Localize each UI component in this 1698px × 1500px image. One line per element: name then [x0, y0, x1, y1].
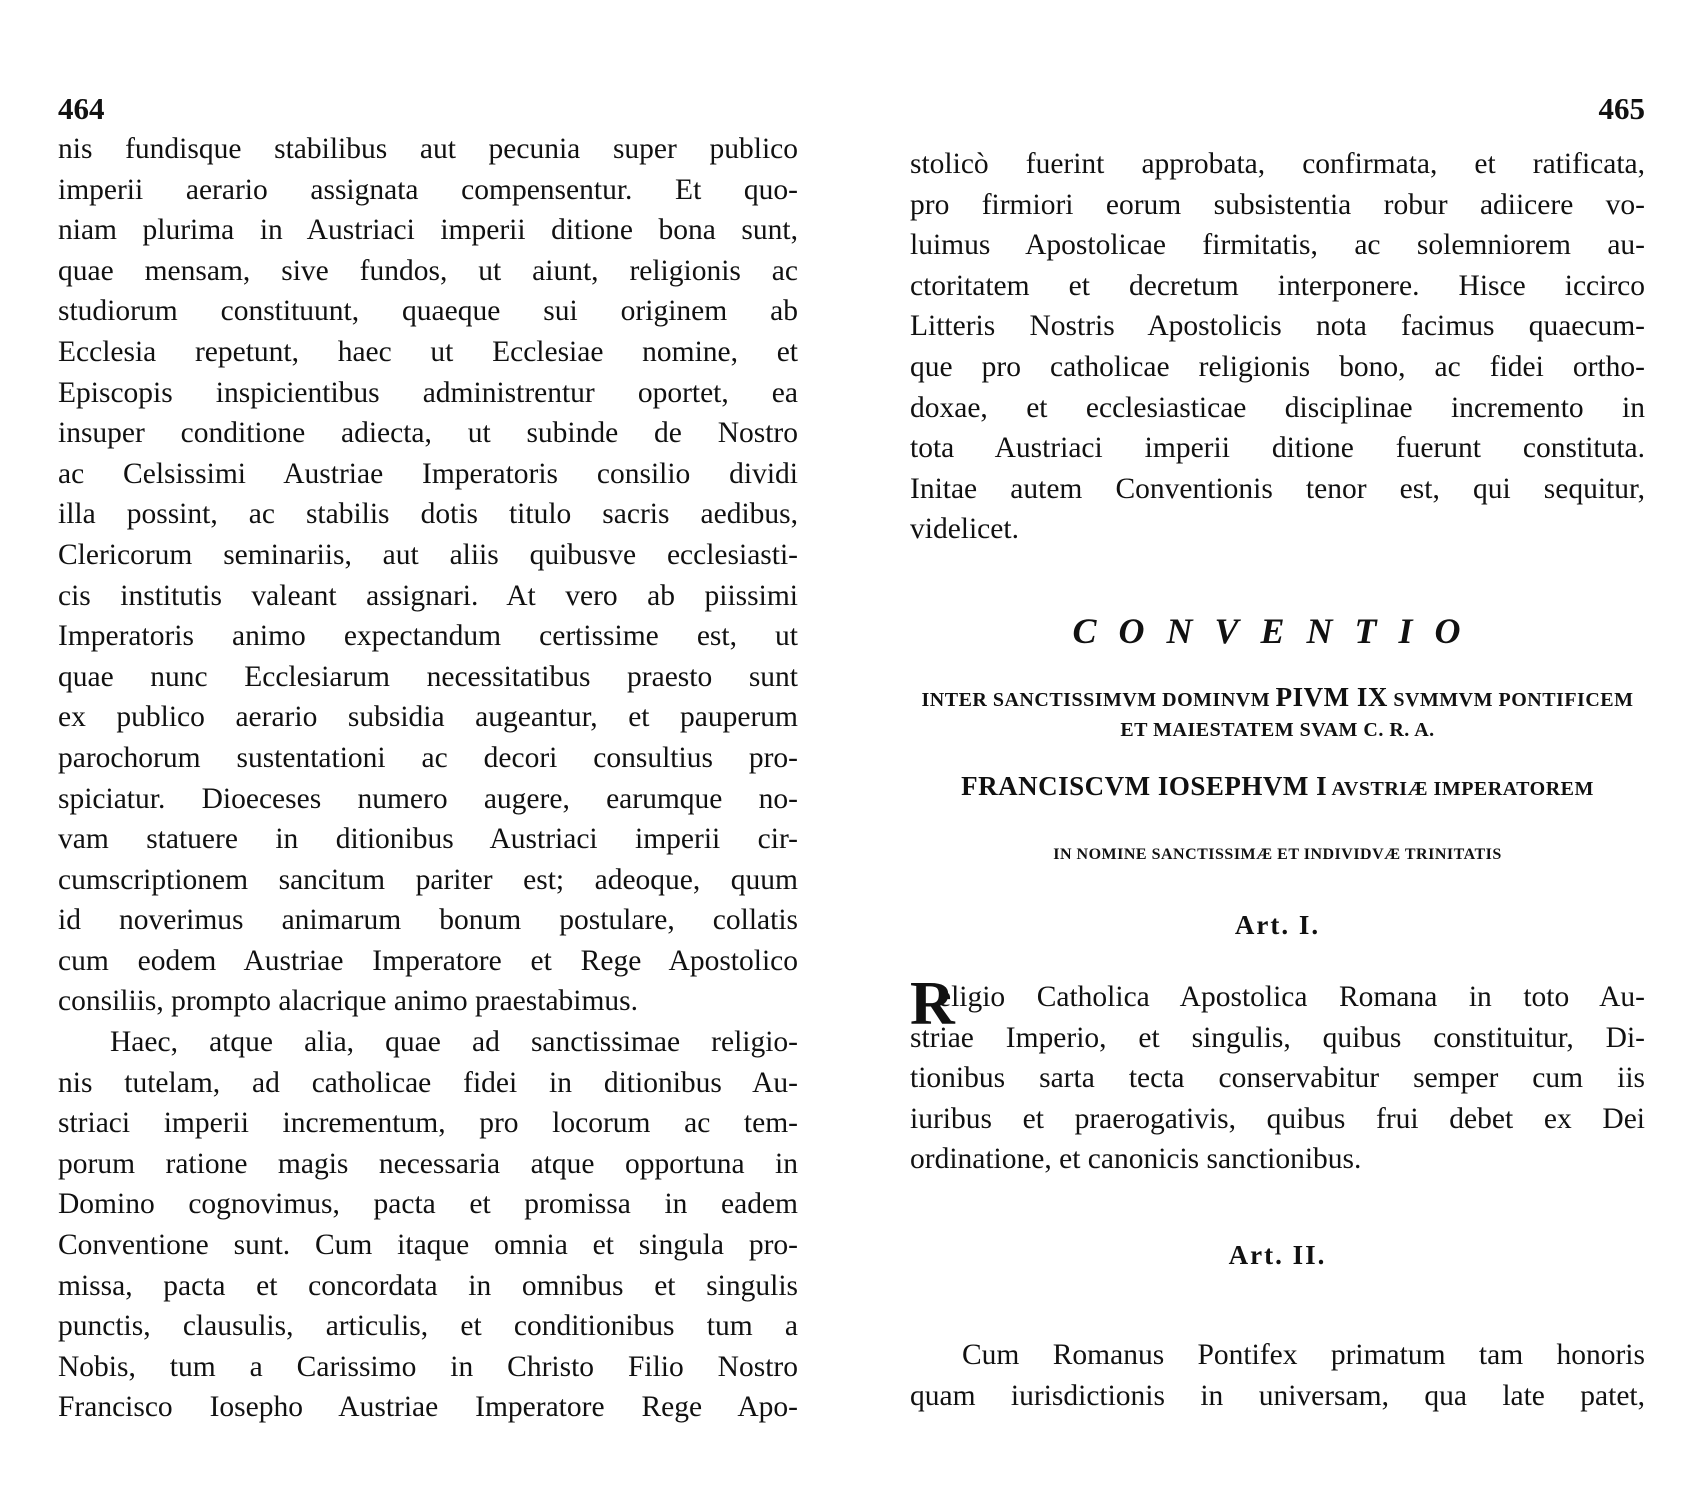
text-line: missa, pacta et concordata in omnibus et singulis [58, 1269, 798, 1302]
emperor-name: FRANCISCVM IOSEPHVM I [961, 770, 1328, 801]
text-line: cis institutis valeant assignari. At vero ab piissimi [58, 579, 798, 612]
body-text [58, 129, 798, 1428]
text-line: imperii aerario assignata compensentur. Et quo- [58, 173, 798, 206]
text-line: Clericorum seminariis, aut aliis quibusve ecclesiasti- [58, 538, 798, 571]
invocation: IN NOMINE SANCTISSIMÆ ET INDIVIDVÆ TRINITATIS [1053, 845, 1502, 863]
text-line: nis tutelam, ad catholicae fidei in ditionibus Au- [58, 1066, 798, 1099]
text-line: pro firmiori eorum subsistentia robur adiicere vo- [910, 188, 1645, 221]
text-line: Francisco Iosepho Austriae Imperatore Rege Apo- [58, 1391, 798, 1424]
article-heading: Art. II. [1228, 1239, 1327, 1270]
text-line: niam plurima in Austriaci imperii ditione bona sunt, [58, 214, 798, 247]
text-line: vam statuere in ditionibus Austriaci imperii cir- [58, 823, 798, 856]
text-line: ex publico aerario subsidia augeantur, et pauperum [58, 701, 798, 734]
text-line: illa possint, ac stabilis dotis titulo sacris aedibus, [58, 498, 798, 531]
text-line: videlicet. [910, 513, 1019, 546]
title-subline-2: ET MAIESTATEM SVAM C. R. A. [1120, 718, 1435, 741]
text-line: ac Celsissimi Austriae Imperatoris consilio dividi [58, 457, 798, 490]
text-line: Conventione sunt. Cum itaque omnia et singula pro- [58, 1229, 798, 1262]
text-line: id noverimus animarum bonum postulare, collatis [58, 904, 798, 937]
text-line: Initae autem Conventionis tenor est, qui sequitur, [910, 472, 1645, 505]
text-line: porum ratione magis necessaria atque opportuna in [58, 1147, 798, 1180]
subline-1-part-a: INTER SANCTISSIMVM DOMINVM [921, 688, 1271, 711]
text-line: doxae, et ecclesiasticae disciplinae incremento in [910, 391, 1645, 424]
page-number: 464 [58, 91, 105, 126]
text-line: tota Austriaci imperii ditione fuerunt constituta. [910, 432, 1645, 465]
document-title: CONVENTIO [1072, 610, 1483, 651]
text-line: nis fundisque stabilibus aut pecunia super publico [58, 133, 798, 165]
text-line: ctoritatem et decretum interponere. Hisce iccirco [910, 269, 1645, 302]
text-line: tionibus sarta tecta conservabitur semper cum iis [910, 1062, 1645, 1095]
right-page [910, 91, 1645, 1416]
text-line: quam iurisdictionis in universam, qua late patet, [910, 1379, 1645, 1412]
text-line: studiorum constituunt, quaeque sui originem ab [58, 295, 798, 328]
article-1-text [910, 977, 1645, 1180]
text-line: que pro catholicae religionis bono, ac fidei ortho- [910, 350, 1645, 383]
text-line: Domino cognovimus, pacta et promissa in eadem [58, 1188, 798, 1221]
text-line: eligio Catholica Apostolica Romana in toto Au- [938, 980, 1645, 1013]
text-line: Litteris Nostris Apostolicis nota facimus quaecum- [910, 310, 1645, 343]
article-heading: Art. I. [1234, 909, 1321, 940]
text-line: Cum Romanus Pontifex primatum tam honoris [962, 1338, 1645, 1371]
text-line: quae mensam, sive fundos, ut aiunt, religionis ac [58, 254, 798, 287]
text-line: cumscriptionem sancitum pariter est; adeoque, quum [58, 863, 798, 896]
page-number: 465 [1598, 91, 1645, 126]
article-2-text [910, 1335, 1645, 1416]
text-line: quae nunc Ecclesiarum necessitatibus praesto sunt [58, 660, 798, 693]
text-line: insuper conditione adiecta, ut subinde de Nostro [58, 417, 798, 450]
intro-text [910, 144, 1645, 550]
text-line: parochorum sustentationi ac decori consultius pro- [58, 741, 798, 774]
text-line: Episcopis inspicientibus administrentur oportet, ea [58, 376, 798, 409]
text-line: stolicò fuerint approbata, confirmata, et ratificata, [910, 148, 1645, 180]
text-line: luimus Apostolicae firmitatis, ac solemniorem au- [910, 229, 1645, 262]
text-line: Imperatoris animo expectandum certissime est, ut [58, 620, 798, 653]
text-line: ordinatione, et canonicis sanctionibus. [910, 1143, 1362, 1176]
text-line: Haec, atque alia, quae ad sanctissimae religio- [110, 1026, 798, 1059]
article-1 [910, 969, 1645, 1180]
text-line: iuribus et praerogativis, quibus frui debet ex Dei [910, 1102, 1645, 1135]
text-line: Nobis, tum a Carissimo in Christo Filio Nostro [58, 1350, 798, 1383]
text-line: striaci imperii incrementum, pro locorum ac tem- [58, 1107, 798, 1140]
emperor-title: AVSTRIÆ IMPERATOREM [1331, 777, 1594, 800]
drop-cap: R [910, 969, 955, 1038]
title-subline-1 [910, 682, 1645, 715]
text-line: cum eodem Austriae Imperatore et Rege Apostolico [58, 944, 798, 977]
pope-name: PIVM IX [1275, 681, 1388, 712]
text-line: Ecclesia repetunt, haec ut Ecclesiae nomine, et [58, 335, 798, 368]
title-subline-3 [910, 771, 1645, 804]
text-line: consiliis, prompto alacrique animo praestabimus. [58, 985, 639, 1018]
text-line: punctis, clausulis, articulis, et conditionibus tum a [58, 1310, 798, 1343]
subline-1-part-c: SVMMVM PONTIFICEM [1393, 688, 1634, 711]
text-line: spiciatur. Dioeceses numero augere, earumque no- [58, 782, 798, 815]
left-page [58, 91, 798, 1428]
text-line: striae Imperio, et singulis, quibus constituitur, Di- [910, 1021, 1645, 1054]
